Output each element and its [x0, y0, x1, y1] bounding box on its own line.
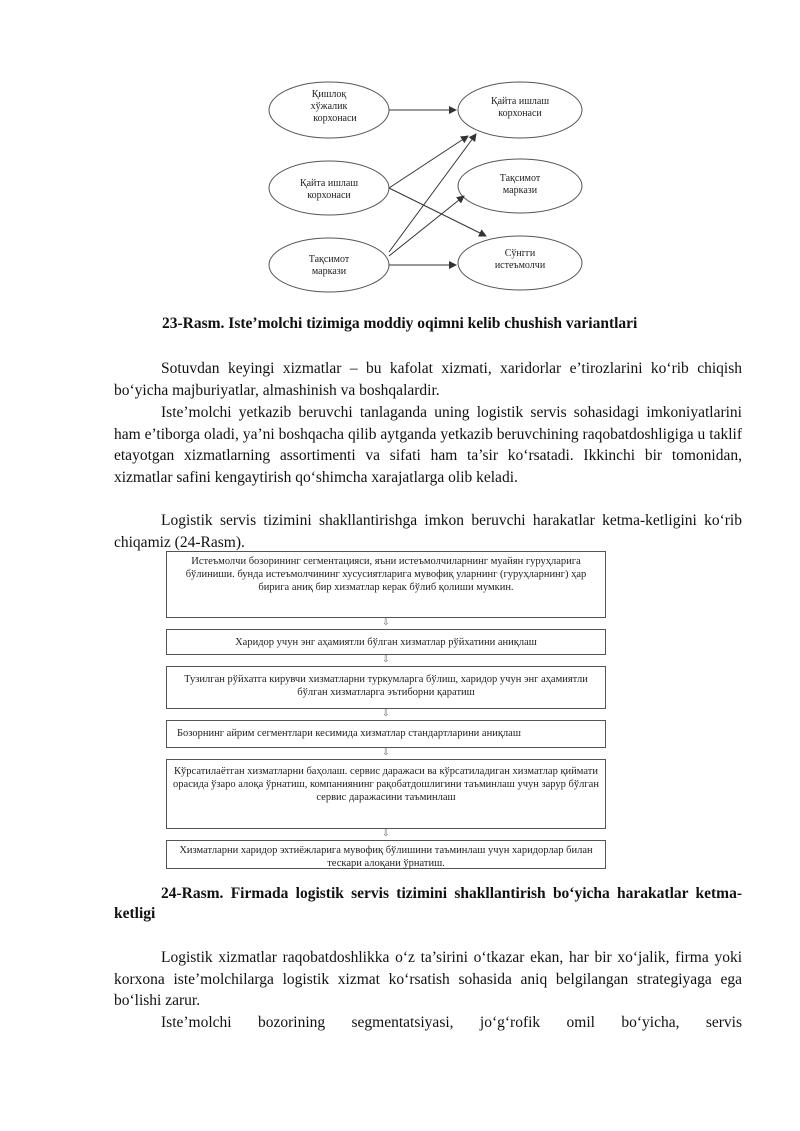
- svg-text:Сўнгги: Сўнгги: [504, 248, 536, 259]
- svg-text:корхонаси: корхонаси: [313, 113, 357, 124]
- svg-text:Тақсимот: Тақсимот: [499, 173, 541, 184]
- right-node-distribution: [458, 159, 582, 213]
- svg-text:маркази: маркази: [311, 266, 347, 277]
- svg-text:корхонаси: корхонаси: [498, 108, 542, 119]
- left-node-distribution: [269, 238, 389, 292]
- paragraph-sequence-intro: Logistik servis tizimini shakllantirishga imkon beruvchi harakatlar ketma-ketligini ko‘rib chiqamiz (24-Rasm).: [114, 512, 742, 551]
- step-box: Харидор учун энг аҳамиятли бўлган хизматлар рўйхатини аниқлаш: [166, 629, 606, 655]
- left-node-processing: [269, 161, 389, 215]
- svg-text:Қишлоқ: Қишлоқ: [311, 89, 347, 100]
- svg-text:Қайта ишлаш: Қайта ишлаш: [490, 96, 550, 107]
- paragraph-after-sales: Sotuvdan keyingi xizmatlar – bu kafolat xizmati, xaridorlar e’tirozlarini ko‘rib chiqish bo‘yicha majburiyatlar, almashinish va boshqalardir.: [114, 360, 742, 399]
- left-node-farm: [269, 82, 389, 138]
- step-box: Тузилган рўйхатга кирувчи хизматларни туркумларга бўлиш, харидор учун энг аҳамиятли бўлган хизматларга эътиборни қаратиш: [166, 666, 606, 709]
- paragraph-logistics-strategy: Logistik xizmatlar raqobatdoshlikka o‘z ta’sirini o‘tkazar ekan, har bir xo‘jalik, firma yoki korxona iste’molchilarga logistik xizmat ko‘rsatish sohasida aniq belgilangan strategiyaga ega bo‘lishi zarur.: [114, 949, 742, 1009]
- svg-text:хўжалик: хўжалик: [310, 101, 348, 112]
- down-arrow-icon: ⇩: [382, 829, 390, 839]
- figure-23-caption: 23-Rasm. Iste’molchi tizimiga moddiy oqimni kelib chushish variantlari: [162, 315, 638, 332]
- svg-text:корхонаси: корхонаси: [307, 190, 351, 201]
- svg-text:Тақсимот: Тақсимот: [308, 254, 350, 265]
- step-box: Хизматларни харидор эхтиёжларига мувофиқ бўлишини таъминлаш учун харидорлар билан тескари алоқани ўрнатиш.: [166, 840, 606, 869]
- step-box: Бозорнинг айрим сегментлари кесимида хизматлар стандартларини аниқлаш: [166, 720, 606, 748]
- down-arrow-icon: ⇩: [382, 618, 390, 628]
- down-arrow-icon: ⇩: [382, 709, 390, 719]
- step-box: Истеъмолчи бозорининг сегментацияси, яъни истеъмолчиларнинг муайян гуруҳларига бўлиниши. бунда истеъмолчининг хусусиятларига мувофиқ уларнинг (гуруҳларнинг) ҳар бирига аниқ бир хизматлар керак бўлиб қолиши мумкин.: [166, 551, 606, 618]
- down-arrow-icon: ⇩: [382, 655, 390, 665]
- arrow-processing-to-processing: [389, 136, 468, 188]
- arrow-distribution-to-distribution: [389, 196, 464, 256]
- svg-text:Қайта ишлаш: Қайта ишлаш: [299, 178, 359, 189]
- right-node-consumer: [458, 236, 582, 290]
- service-system-steps-diagram: [166, 551, 606, 869]
- step-box: Кўрсатилаётган хизматларни баҳолаш. сервис даражаси ва кўрсатиладиган хизматлар қиймати орасида ўзаро алоқа ўрнатиш, компаниянинг рақобатдошлигини таъминлаш учун зарур бўлган сервис даражасини таъминлаш: [166, 759, 606, 829]
- figure-24-caption: 24-Rasm. Firmada logistik servis tizimini shakllantirish bo‘yicha harakatlar ketma-ketligi: [114, 885, 742, 922]
- down-arrow-icon: ⇩: [382, 748, 390, 758]
- svg-text:маркази: маркази: [502, 185, 538, 196]
- svg-text:истеъмолчи: истеъмолчи: [494, 260, 546, 271]
- right-node-processing: [458, 82, 582, 138]
- paragraph-segmentation: Iste’molchi bozorining segmentatsiyasi, jo‘g‘rofik omil bo‘yicha, servis: [161, 1014, 742, 1031]
- paragraph-supplier-choice: Iste’molchi yetkazib beruvchi tanlaganda uning logistik servis sohasidagi imkoniyatlarini ham e’tiborga oladi, ya’ni boshqacha qilib aytganda yetkazib beruvchining raqobatdoshligiga u taklif etayotgan xizmatlarning assortimenti va sifati ham ta’sir ko‘rsatadi. Ikkinchi bir tomonidan, xizmatlar safini kengaytirish qo‘shimcha xarajatlarga olib keladi.: [114, 404, 742, 486]
- distribution-flow-diagram: [262, 74, 592, 296]
